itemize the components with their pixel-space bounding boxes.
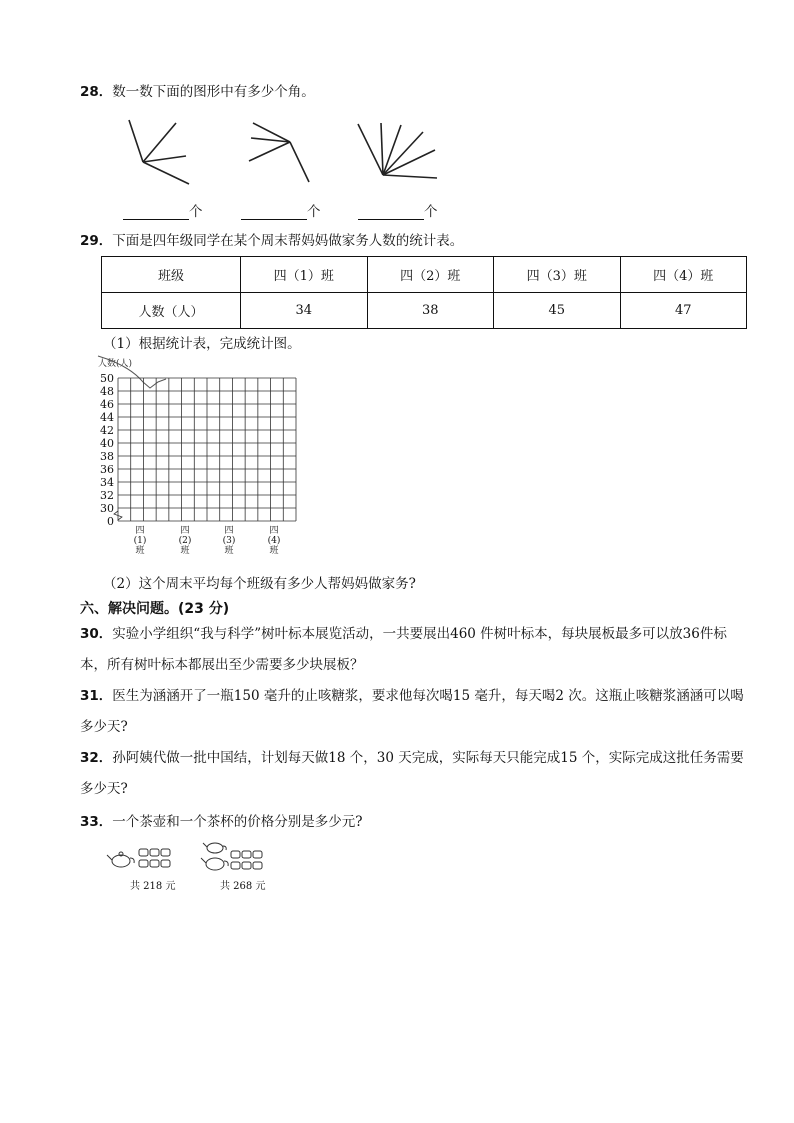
angle-figure-3	[358, 123, 437, 178]
x-category-label: (3)	[222, 536, 236, 546]
price-caption-2: 共 268 元	[220, 881, 266, 892]
y-tick-label: 46	[100, 398, 114, 411]
table-cell: 人数（人）	[102, 293, 241, 329]
x-category-label: 班	[180, 546, 190, 556]
question-text: 医生为涵涵开了一瓶150 毫升的止咳糖浆，要求他每次喝15 毫升，每天喝2 次。这瓶止咳糖浆涵涵可以喝多少天?	[80, 688, 744, 735]
table-cell: 四（1）班	[241, 257, 368, 293]
section-title: 六、解决问题。(23 分)	[80, 601, 230, 617]
sub-question-2: （2）这个周末平均每个班级有多少人帮妈妈做家务?	[103, 576, 416, 592]
y-tick-label: 0	[107, 515, 114, 528]
question-text: 孙阿姨代做一批中国结，计划每天做18 个，30 天完成，实际每天只能完成15 个，实际完成这批任务需要多少天?	[80, 750, 744, 797]
answer-blank-3[interactable]: 个	[358, 200, 438, 220]
table-row	[102, 293, 747, 329]
question-29: 29．下面是四年级同学在某个周末帮妈妈做家务人数的统计表。	[80, 233, 464, 249]
angle-figure-1	[129, 120, 189, 184]
y-tick-label: 48	[100, 385, 114, 398]
question-number: 28	[80, 84, 99, 100]
answer-blank-2[interactable]: 个	[241, 200, 321, 220]
x-category-label: 班	[135, 546, 145, 556]
question-31: 31．医生为涵涵开了一瓶150 毫升的止咳糖浆，要求他每次喝15 毫升，每天喝2 次。这瓶止咳糖浆涵涵可以喝多少天?	[80, 688, 744, 735]
question-text: 实验小学组织“我与科学”树叶标本展览活动，一共要展出460 件树叶标本，每块展板最多可以放36件标本，所有树叶标本都展出至少需要多少块展板？	[80, 626, 727, 673]
table-cell: 四（2）班	[367, 257, 494, 293]
question-30: 30．实验小学组织“我与科学”树叶标本展览活动，一共要展出460 件树叶标本，每块展板最多可以放36件标本，所有树叶标本都展出至少需要多少块展板？	[80, 626, 727, 673]
table-cell: 47	[620, 293, 747, 329]
question-text: 数一数下面的图形中有多少个角。	[112, 84, 315, 100]
table-cell: 班级	[102, 257, 241, 293]
x-category-label: (1)	[133, 536, 147, 546]
teapot-cups-illustration	[104, 838, 274, 878]
x-category-label: 四	[224, 526, 234, 536]
y-tick-label: 32	[100, 489, 114, 502]
y-tick-label: 40	[100, 437, 114, 450]
statistics-table	[101, 256, 747, 329]
y-tick-label: 44	[100, 411, 114, 424]
x-category-label: 四	[180, 526, 190, 536]
x-category-label: 班	[224, 546, 234, 556]
question-text: 下面是四年级同学在某个周末帮妈妈做家务人数的统计表。	[112, 233, 464, 249]
teapot-icon	[201, 843, 228, 870]
angle-figures	[110, 112, 450, 188]
table-cell: 四（3）班	[494, 257, 621, 293]
answer-blank-1[interactable]: 个	[123, 200, 203, 220]
x-category-label: 四	[135, 526, 145, 536]
question-28: 28．数一数下面的图形中有多少个角。	[80, 84, 315, 100]
cups-icon	[139, 849, 170, 867]
y-tick-label: 50	[100, 372, 114, 385]
table-cell: 45	[494, 293, 621, 329]
cups-icon	[231, 851, 262, 869]
table-cell: 四（4）班	[620, 257, 747, 293]
price-caption-1: 共 218 元	[130, 881, 176, 892]
table-cell: 38	[367, 293, 494, 329]
x-category-label: (4)	[267, 536, 281, 546]
y-axis-label: 人数(人)	[98, 359, 133, 369]
angle-figure-2	[249, 123, 309, 182]
y-tick-label: 38	[100, 450, 114, 463]
table-cell: 34	[241, 293, 368, 329]
x-category-label: 四	[269, 526, 279, 536]
sub-question-1: （1）根据统计表，完成统计图。	[103, 336, 301, 352]
table-header-row	[102, 257, 747, 293]
bar-chart-grid	[88, 352, 308, 560]
y-tick-label: 30	[100, 502, 114, 515]
question-text: 一个茶壶和一个茶杯的价格分别是多少元?	[112, 814, 363, 830]
y-tick-label: 34	[100, 476, 114, 489]
x-category-label: 班	[269, 546, 279, 556]
y-tick-label: 42	[100, 424, 114, 437]
y-tick-label: 36	[100, 463, 114, 476]
teapot-icon	[107, 852, 134, 867]
question-33: 33．一个茶壶和一个茶杯的价格分别是多少元?	[80, 814, 363, 830]
question-32: 32．孙阿姨代做一批中国结，计划每天做18 个，30 天完成，实际每天只能完成15 个，实际完成这批任务需要多少天?	[80, 750, 744, 797]
question-number: 29	[80, 233, 99, 249]
x-category-label: (2)	[178, 536, 192, 546]
